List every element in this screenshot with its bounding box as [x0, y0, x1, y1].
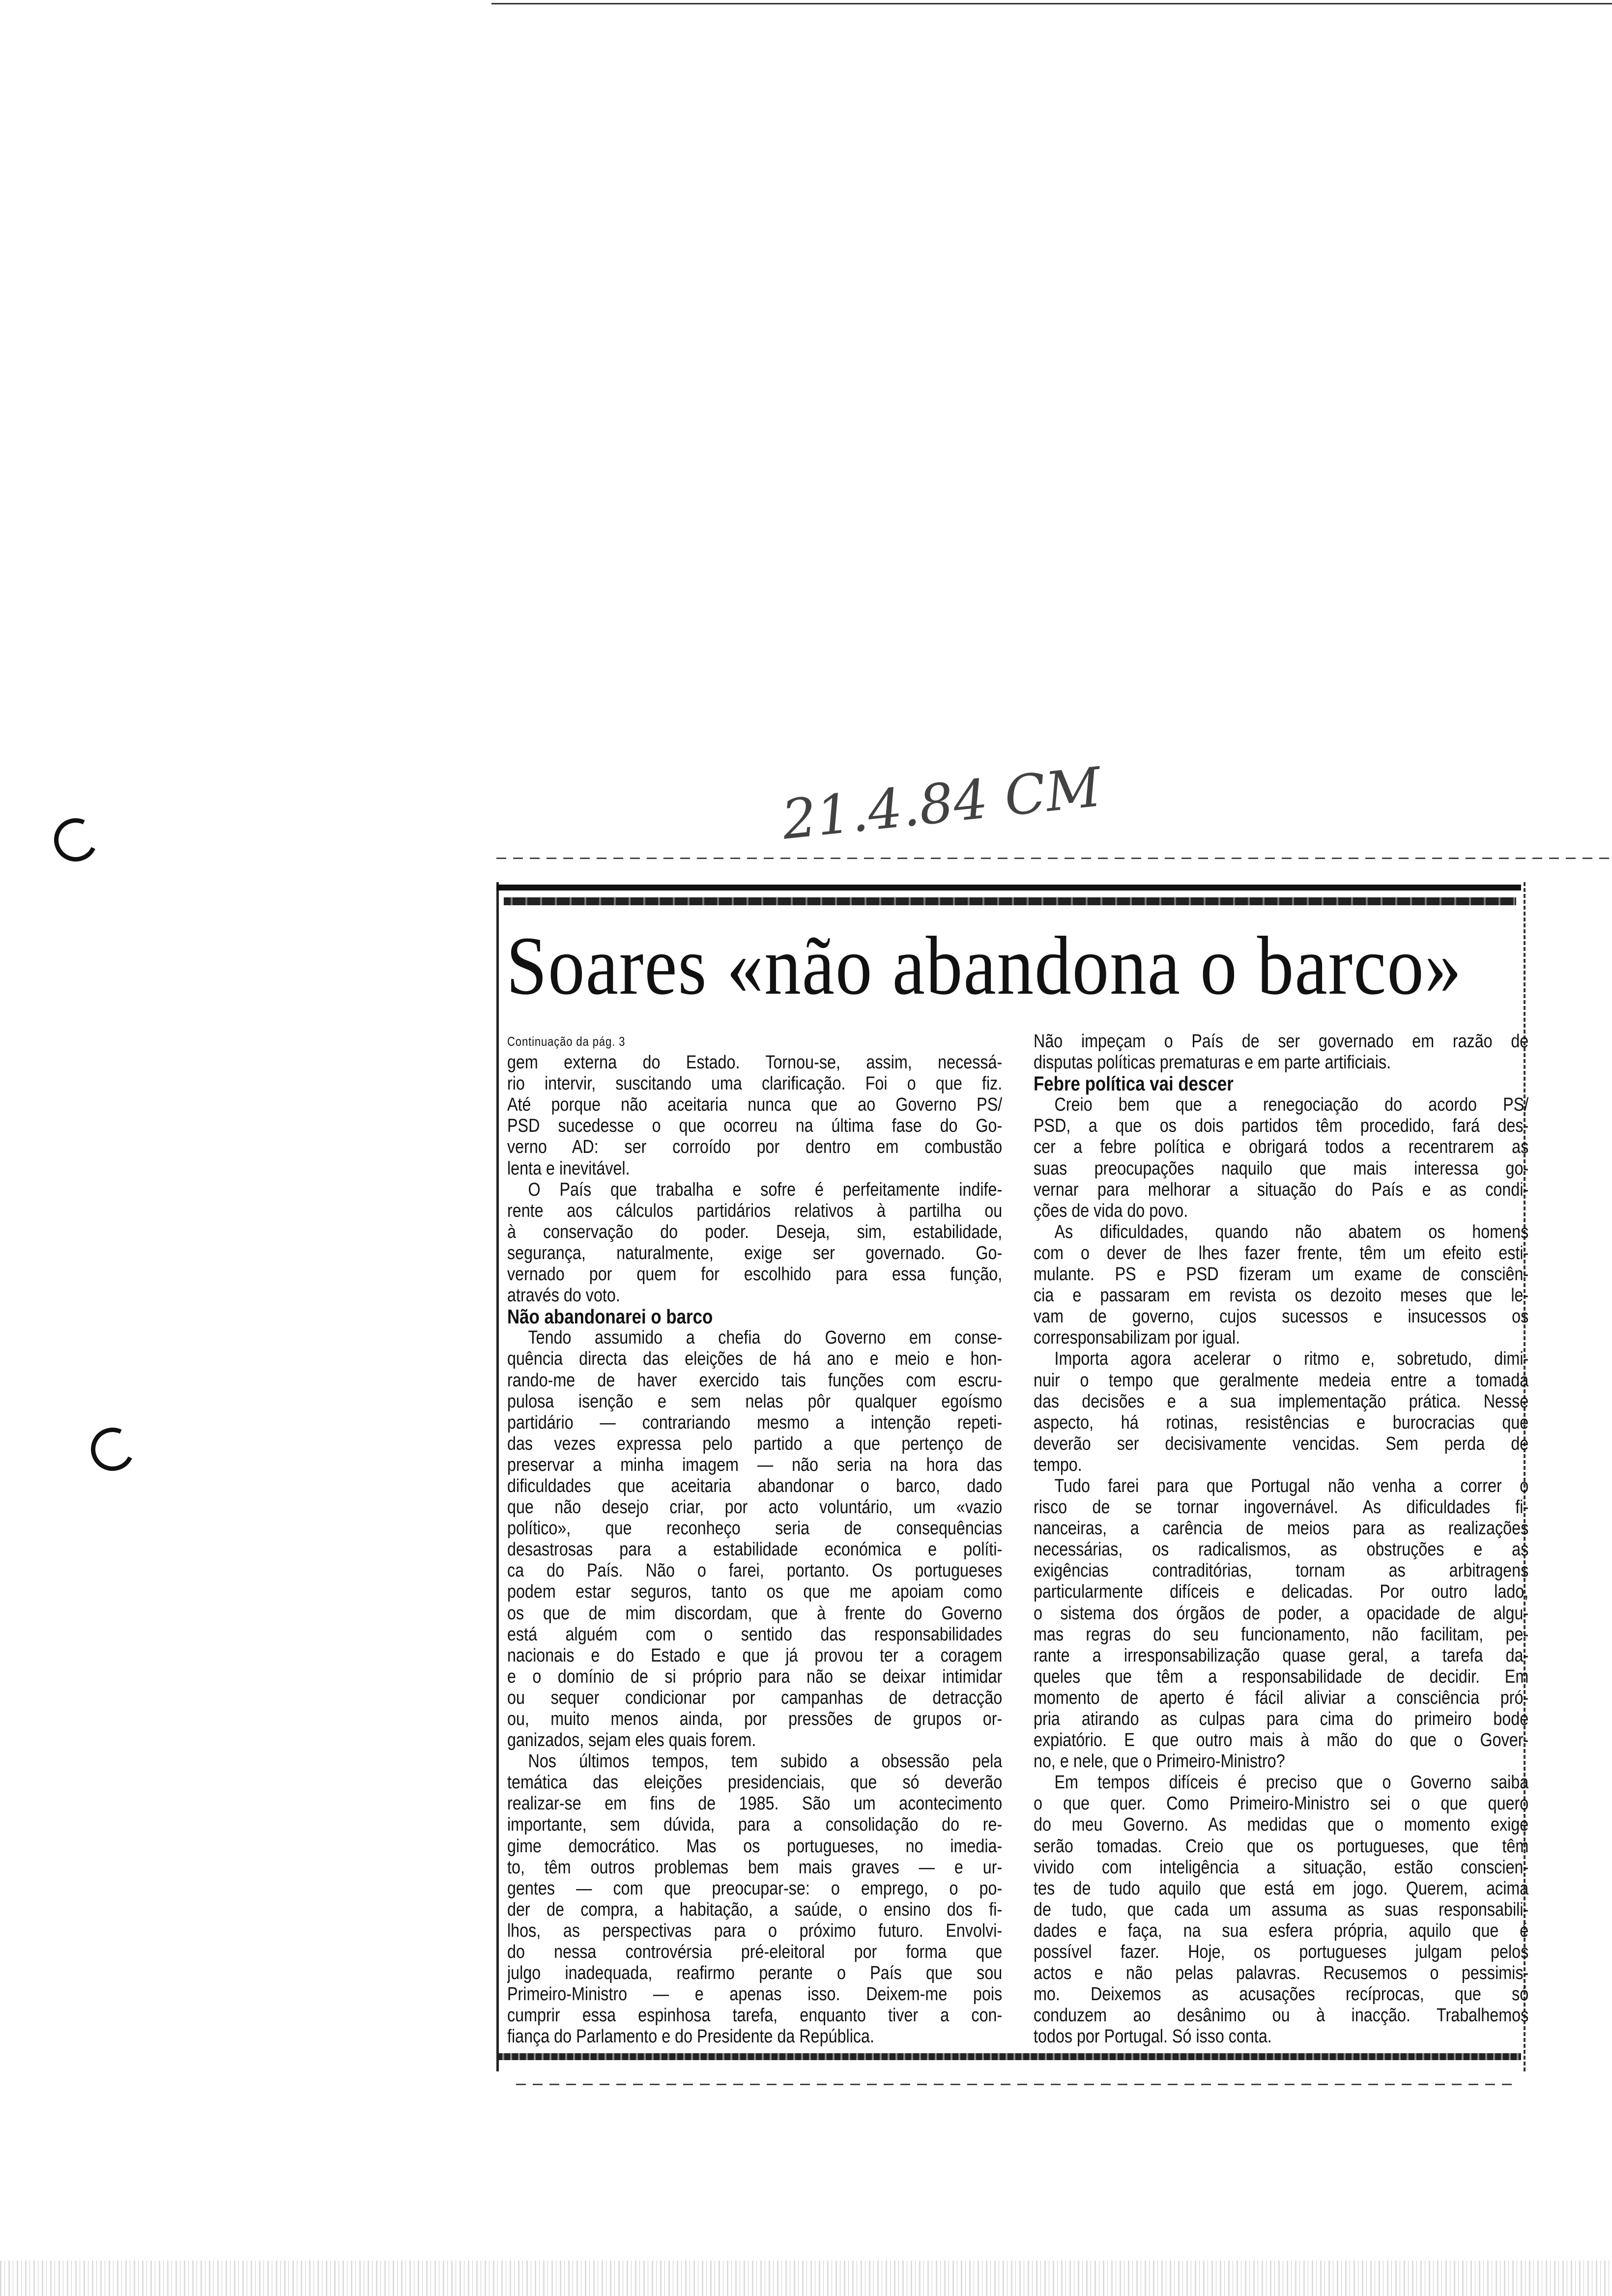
text-line: necessárias, os radicalismos, as obstruções e as: [1034, 1539, 1529, 1560]
text-line: Tendo assumido a chefia do Governo em conse-: [528, 1327, 1003, 1349]
text-line: particularmente difíceis e delicadas. Por outro lado,: [1034, 1581, 1529, 1603]
text-line: os que de mim discordam, que à frente do Governo: [507, 1603, 1003, 1624]
bottom-rule: [496, 2053, 1521, 2060]
text-line: dades e faça, na sua esfera própria, aquilo que é: [1034, 1920, 1529, 1941]
text-line: der de compra, a habitação, a saúde, o ensino dos fi-: [507, 1899, 1003, 1920]
text-line: vivido com inteligência a situação, estão conscien-: [1034, 1857, 1529, 1878]
text-line: As dificuldades, quando não abatem os homens: [1054, 1221, 1529, 1242]
text-line: expiatório. E que outro mais à mão do que o Gover-: [1034, 1730, 1529, 1751]
text-line: do nessa controvérsia pré-eleitoral por forma que: [507, 1942, 1003, 1963]
headline: Soares «não abandona o barco»: [506, 919, 1463, 1012]
text-line: PSD, a que os dois partidos têm procedido, fará des-: [1034, 1116, 1529, 1137]
binder-hole-mark: [48, 812, 104, 868]
text-line: vernar para melhorar a situação do País e as condi-: [1034, 1179, 1529, 1200]
text-line: segurança, naturalmente, exige ser governado. Go-: [507, 1242, 1003, 1263]
text-line: corresponsabilizam por igual.: [1034, 1327, 1240, 1349]
text-line: ções de vida do povo.: [1034, 1200, 1188, 1221]
text-line: tes de tudo aquilo que está em jogo. Querem, acima: [1034, 1878, 1529, 1899]
text-line: O País que trabalha e sofre é perfeitamente indife-: [528, 1179, 1003, 1200]
text-line: através do voto.: [507, 1285, 620, 1306]
text-line: político», que reconheço seria de consequências: [507, 1518, 1003, 1539]
text-line: suas preocupações naquilo que mais interessa go-: [1034, 1158, 1529, 1179]
text-line: dificuldades que aceitaria abandonar o barco, dado: [507, 1475, 1003, 1496]
text-line: desastrosas para a estabilidade económica e políti-: [507, 1539, 1003, 1560]
continuation-caption: Continuação da pág. 3: [507, 1034, 626, 1049]
text-line: nacionais e do Estado e que já provou ter a coragem: [507, 1645, 1003, 1666]
text-line: lhos, as perspectivas para o próximo futuro. Envolvi-: [507, 1920, 1003, 1941]
text-line: quência directa das eleições de há ano e meio e hon-: [507, 1349, 1003, 1370]
text-line: o que quer. Como Primeiro-Ministro sei o que quero: [1034, 1793, 1529, 1814]
left-column: [507, 1031, 1002, 2048]
text-line: Nos últimos tempos, tem subido a obsessão pela: [528, 1751, 1003, 1772]
text-line: julgo inadequada, reafirmo perante o País que sou: [507, 1963, 1003, 1984]
top-rule-decorative: [504, 897, 1516, 905]
binder-hole-mark: [85, 1422, 141, 1477]
text-line: rando-me de haver exercido tais funções com escru-: [507, 1370, 1003, 1391]
text-line: cer a febre política e obrigará todos a recentrarem as: [1034, 1137, 1529, 1158]
text-line: deverão ser decisivamente vencidas. Sem perda de: [1034, 1433, 1529, 1454]
top-rule: [496, 885, 1521, 890]
text-line: partidário — contrariando mesmo a intenção repeti-: [507, 1412, 1003, 1433]
text-line: ou sequer condicionar por campanhas de detracção: [507, 1687, 1003, 1708]
text-line: e o domínio de si próprio para não se deixar intimidar: [507, 1666, 1003, 1687]
text-line: mo. Deixemos as acusações recíprocas, que só: [1034, 1984, 1529, 2005]
cut-line: [496, 858, 1612, 859]
text-line: mas regras do seu funcionamento, não facilitam, pe-: [1034, 1624, 1529, 1645]
text-line: mulante. PS e PSD fizeram um exame de consciên-: [1034, 1264, 1529, 1285]
text-line: rio intervir, suscitando uma clarificação. Foi o que fiz.: [507, 1073, 1003, 1094]
text-line: fiança do Parlamento e do Presidente da República.: [507, 2026, 874, 2047]
text-line: PSD sucedesse o que ocorreu na última fase do Go-: [507, 1116, 1003, 1137]
text-line: pria atirando as culpas para cima do primeiro bode: [1034, 1709, 1529, 1729]
text-line: vernado por quem for escolhido para essa função,: [507, 1264, 1003, 1285]
text-line: o sistema dos órgãos de poder, a opacidade de algu-: [1034, 1603, 1529, 1624]
text-line: momento de aperto é fácil aliviar a consciência pró-: [1034, 1687, 1529, 1708]
text-line: no, e nele, que o Primeiro-Ministro?: [1034, 1751, 1285, 1772]
text-line: está alguém com o sentido das responsabilidades: [507, 1624, 1003, 1645]
text-line: disputas políticas prematuras e em parte artificiais.: [1034, 1052, 1391, 1073]
text-line: Primeiro-Ministro — e apenas isso. Deixem-me pois: [507, 1984, 1003, 2005]
text-line: queles que têm a responsabilidade de decidir. Em: [1034, 1666, 1529, 1687]
text-line: ou, muito menos ainda, por pressões de grupos or-: [507, 1709, 1003, 1729]
text-line: ganizados, sejam eles quais forem.: [507, 1730, 756, 1751]
text-line: preservar a minha imagem — não seria na hora das: [507, 1454, 1003, 1475]
text-line: cia e passaram em revista os dezoito meses que le-: [1034, 1285, 1529, 1306]
text-line: das decisões e a sua implementação prática. Nesse: [1034, 1391, 1529, 1412]
text-line: à conservação do poder. Deseja, sim, estabilidade,: [507, 1221, 1003, 1242]
text-line: risco de se tornar ingovernável. As dificuldades fi-: [1034, 1497, 1529, 1518]
section-subheading: Não abandonarei o barco: [507, 1305, 713, 1328]
cut-line: [516, 2084, 1514, 2085]
text-line: Até porque não aceitaria nunca que ao Governo PS/: [507, 1094, 1003, 1116]
text-line: rante a irresponsabilização quase geral, a tarefa da-: [1034, 1645, 1529, 1666]
scan-edge-line: [491, 3, 1612, 4]
text-line: das vezes expressa pelo partido a que pertenço de: [507, 1433, 1003, 1454]
text-line: aspecto, há rotinas, resistências e burocracias que: [1034, 1412, 1529, 1433]
text-line: verno AD: ser corroído por dentro em combustão: [507, 1137, 1003, 1158]
text-line: gentes — com que preocupar-se: o emprego, o po-: [507, 1878, 1003, 1899]
text-line: gime democrático. Mas os portugueses, no imedia-: [507, 1836, 1003, 1857]
text-line: cumprir essa espinhosa tarefa, enquanto tiver a con-: [507, 2005, 1003, 2026]
text-line: vam de governo, cujos sucessos e insucessos os: [1034, 1306, 1529, 1327]
text-line: Creio bem que a renegociação do acordo PS/: [1054, 1094, 1529, 1116]
text-line: importante, sem dúvida, para a consolidação do re-: [507, 1814, 1003, 1836]
text-line: de tudo, que cada um assuma as suas responsabili-: [1034, 1899, 1529, 1920]
text-line: lenta e inevitável.: [507, 1158, 630, 1179]
text-line: Importa agora acelerar o ritmo e, sobretudo, dimi-: [1054, 1349, 1529, 1370]
text-line: rente aos cálculos partidários relativos à partilha ou: [507, 1200, 1003, 1221]
text-line: todos por Portugal. Só isso conta.: [1034, 2026, 1272, 2047]
text-line: gem externa do Estado. Tornou-se, assim, necessá-: [507, 1052, 1003, 1073]
text-line: conduzem ao desânimo ou à inacção. Trabalhemos: [1034, 2005, 1529, 2026]
right-column: [1034, 1031, 1528, 2048]
text-line: Em tempos difíceis é preciso que o Governo saiba: [1054, 1772, 1529, 1793]
text-line: possível fazer. Hoje, os portugueses julgam pelos: [1034, 1942, 1529, 1963]
text-line: serão tomadas. Creio que os portugueses, que têm: [1034, 1836, 1529, 1857]
text-line: com o dever de lhes fazer frente, têm um efeito esti-: [1034, 1242, 1529, 1263]
scan-noise-strip: [0, 2261, 1612, 2296]
text-line: exigências contraditórias, tornam as arbitragens: [1034, 1560, 1529, 1581]
text-line: podem estar seguros, tanto os que me apoiam como: [507, 1581, 1003, 1603]
section-subheading: Febre política vai descer: [1034, 1072, 1234, 1095]
text-line: do meu Governo. As medidas que o momento exige: [1034, 1814, 1529, 1836]
text-line: Não impeçam o País de ser governado em razão de: [1034, 1031, 1529, 1052]
text-line: tempo.: [1034, 1454, 1082, 1475]
text-line: pulosa isenção e sem nelas pôr qualquer egoísmo: [507, 1391, 1003, 1412]
text-line: Tudo farei para que Portugal não venha a correr o: [1054, 1475, 1529, 1496]
text-line: actos e não pelas palavras. Recusemos o pessimis-: [1034, 1963, 1529, 1984]
text-line: temática das eleições presidenciais, que só deverão: [507, 1772, 1003, 1793]
text-line: ca do País. Não o farei, portanto. Os portugueses: [507, 1560, 1003, 1581]
text-line: nuir o tempo que geralmente medeia entre a tomada: [1034, 1370, 1529, 1391]
text-line: nanceiras, a carência de meios para as realizações: [1034, 1518, 1529, 1539]
handwritten-date-note: 21.4.84 CM: [779, 755, 1104, 852]
text-line: to, têm outros problemas bem mais graves — e ur-: [507, 1857, 1003, 1878]
text-line: que não desejo criar, por acto voluntário, um «vazio: [507, 1497, 1003, 1518]
text-line: realizar-se em fins de 1985. São um acontecimento: [507, 1793, 1003, 1814]
